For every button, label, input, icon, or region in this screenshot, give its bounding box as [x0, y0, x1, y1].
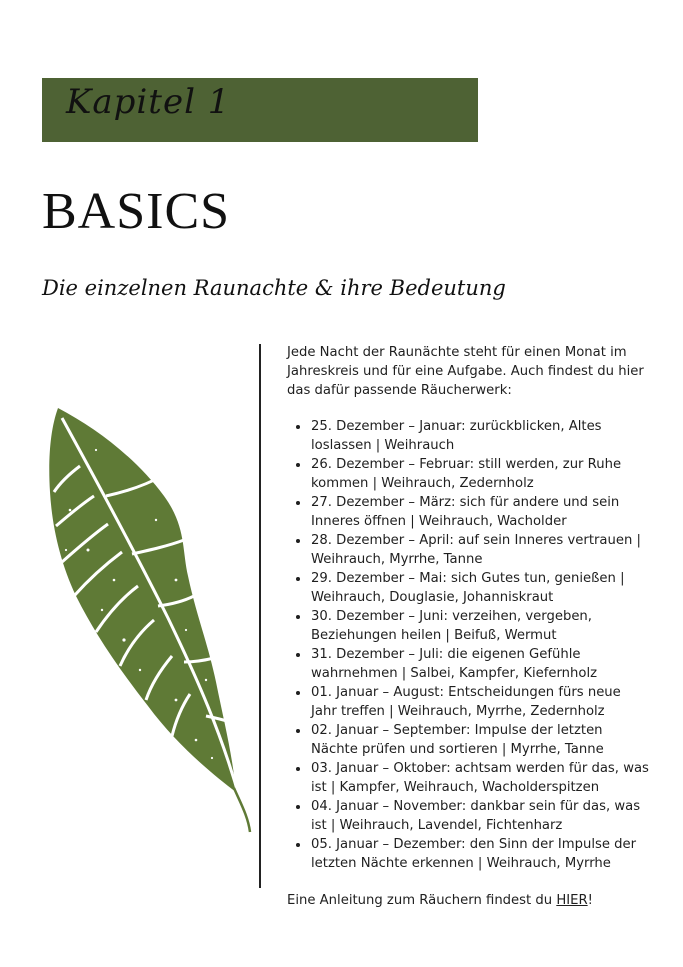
list-item: 27. Dezember – März: sich für andere und sein Inneres öffnen | Weihrauch, Wacholder — [287, 493, 649, 531]
list-item: 26. Dezember – Februar: still werden, zur Ruhe kommen | Weihrauch, Zedernholz — [287, 455, 649, 493]
footer-text: Eine Anleitung zum Räuchern findest du — [287, 893, 557, 908]
list-item: 02. Januar – September: Impulse der letzten Nächte prüfen und sortieren | Myrrhe, Tanne — [287, 721, 649, 759]
leaf-illustration — [36, 400, 252, 836]
list-item: 28. Dezember – April: auf sein Inneres vertrauen | Weihrauch, Myrrhe, Tanne — [287, 531, 649, 569]
page-title: BASICS — [42, 183, 231, 240]
leaf-stem — [234, 788, 250, 832]
list-item: 01. Januar – August: Entscheidungen fürs neue Jahr treffen | Weihrauch, Myrrhe, Zedernholz — [287, 683, 649, 721]
intro-text: Jede Nacht der Raunächte steht für einen Monat im Jahreskreis und für eine Aufgabe. Auch findest du hier das dafür passende Räucherwerk: — [287, 345, 644, 398]
list-item: 25. Dezember – Januar: zurückblicken, Altes loslassen | Weihrauch — [287, 417, 649, 455]
list-item: 05. Januar – Dezember: den Sinn der Impulse der letzten Nächte erkennen | Weihrauch, Myrrhe — [287, 835, 649, 873]
list-item: 04. Januar – November: dankbar sein für das, was ist | Weihrauch, Lavendel, Fichtenharz — [287, 797, 649, 835]
list-item: 03. Januar – Oktober: achtsam werden für das, was ist | Kampfer, Weihrauch, Wacholderspitzen — [287, 759, 649, 797]
list-item: 31. Dezember – Juli: die eigenen Gefühle wahrnehmen | Salbei, Kampfer, Kiefernholz — [287, 645, 649, 683]
vertical-divider — [259, 344, 261, 888]
footer-end: ! — [587, 893, 593, 908]
chapter-label: Kapitel 1 — [66, 82, 231, 122]
list-item: 29. Dezember – Mai: sich Gutes tun, genießen | Weihrauch, Douglasie, Johanniskraut — [287, 569, 649, 607]
page-subtitle: Die einzelnen Raunachte & ihre Bedeutung — [42, 276, 506, 300]
list-item: 30. Dezember – Juni: verzeihen, vergeben, Beziehungen heilen | Beifuß, Wermut — [287, 607, 649, 645]
instructions-link[interactable]: HIER — [556, 893, 588, 908]
content-column — [287, 343, 649, 910]
leaf-blade — [49, 408, 236, 792]
footer-note — [287, 891, 649, 910]
nights-list — [287, 417, 649, 873]
